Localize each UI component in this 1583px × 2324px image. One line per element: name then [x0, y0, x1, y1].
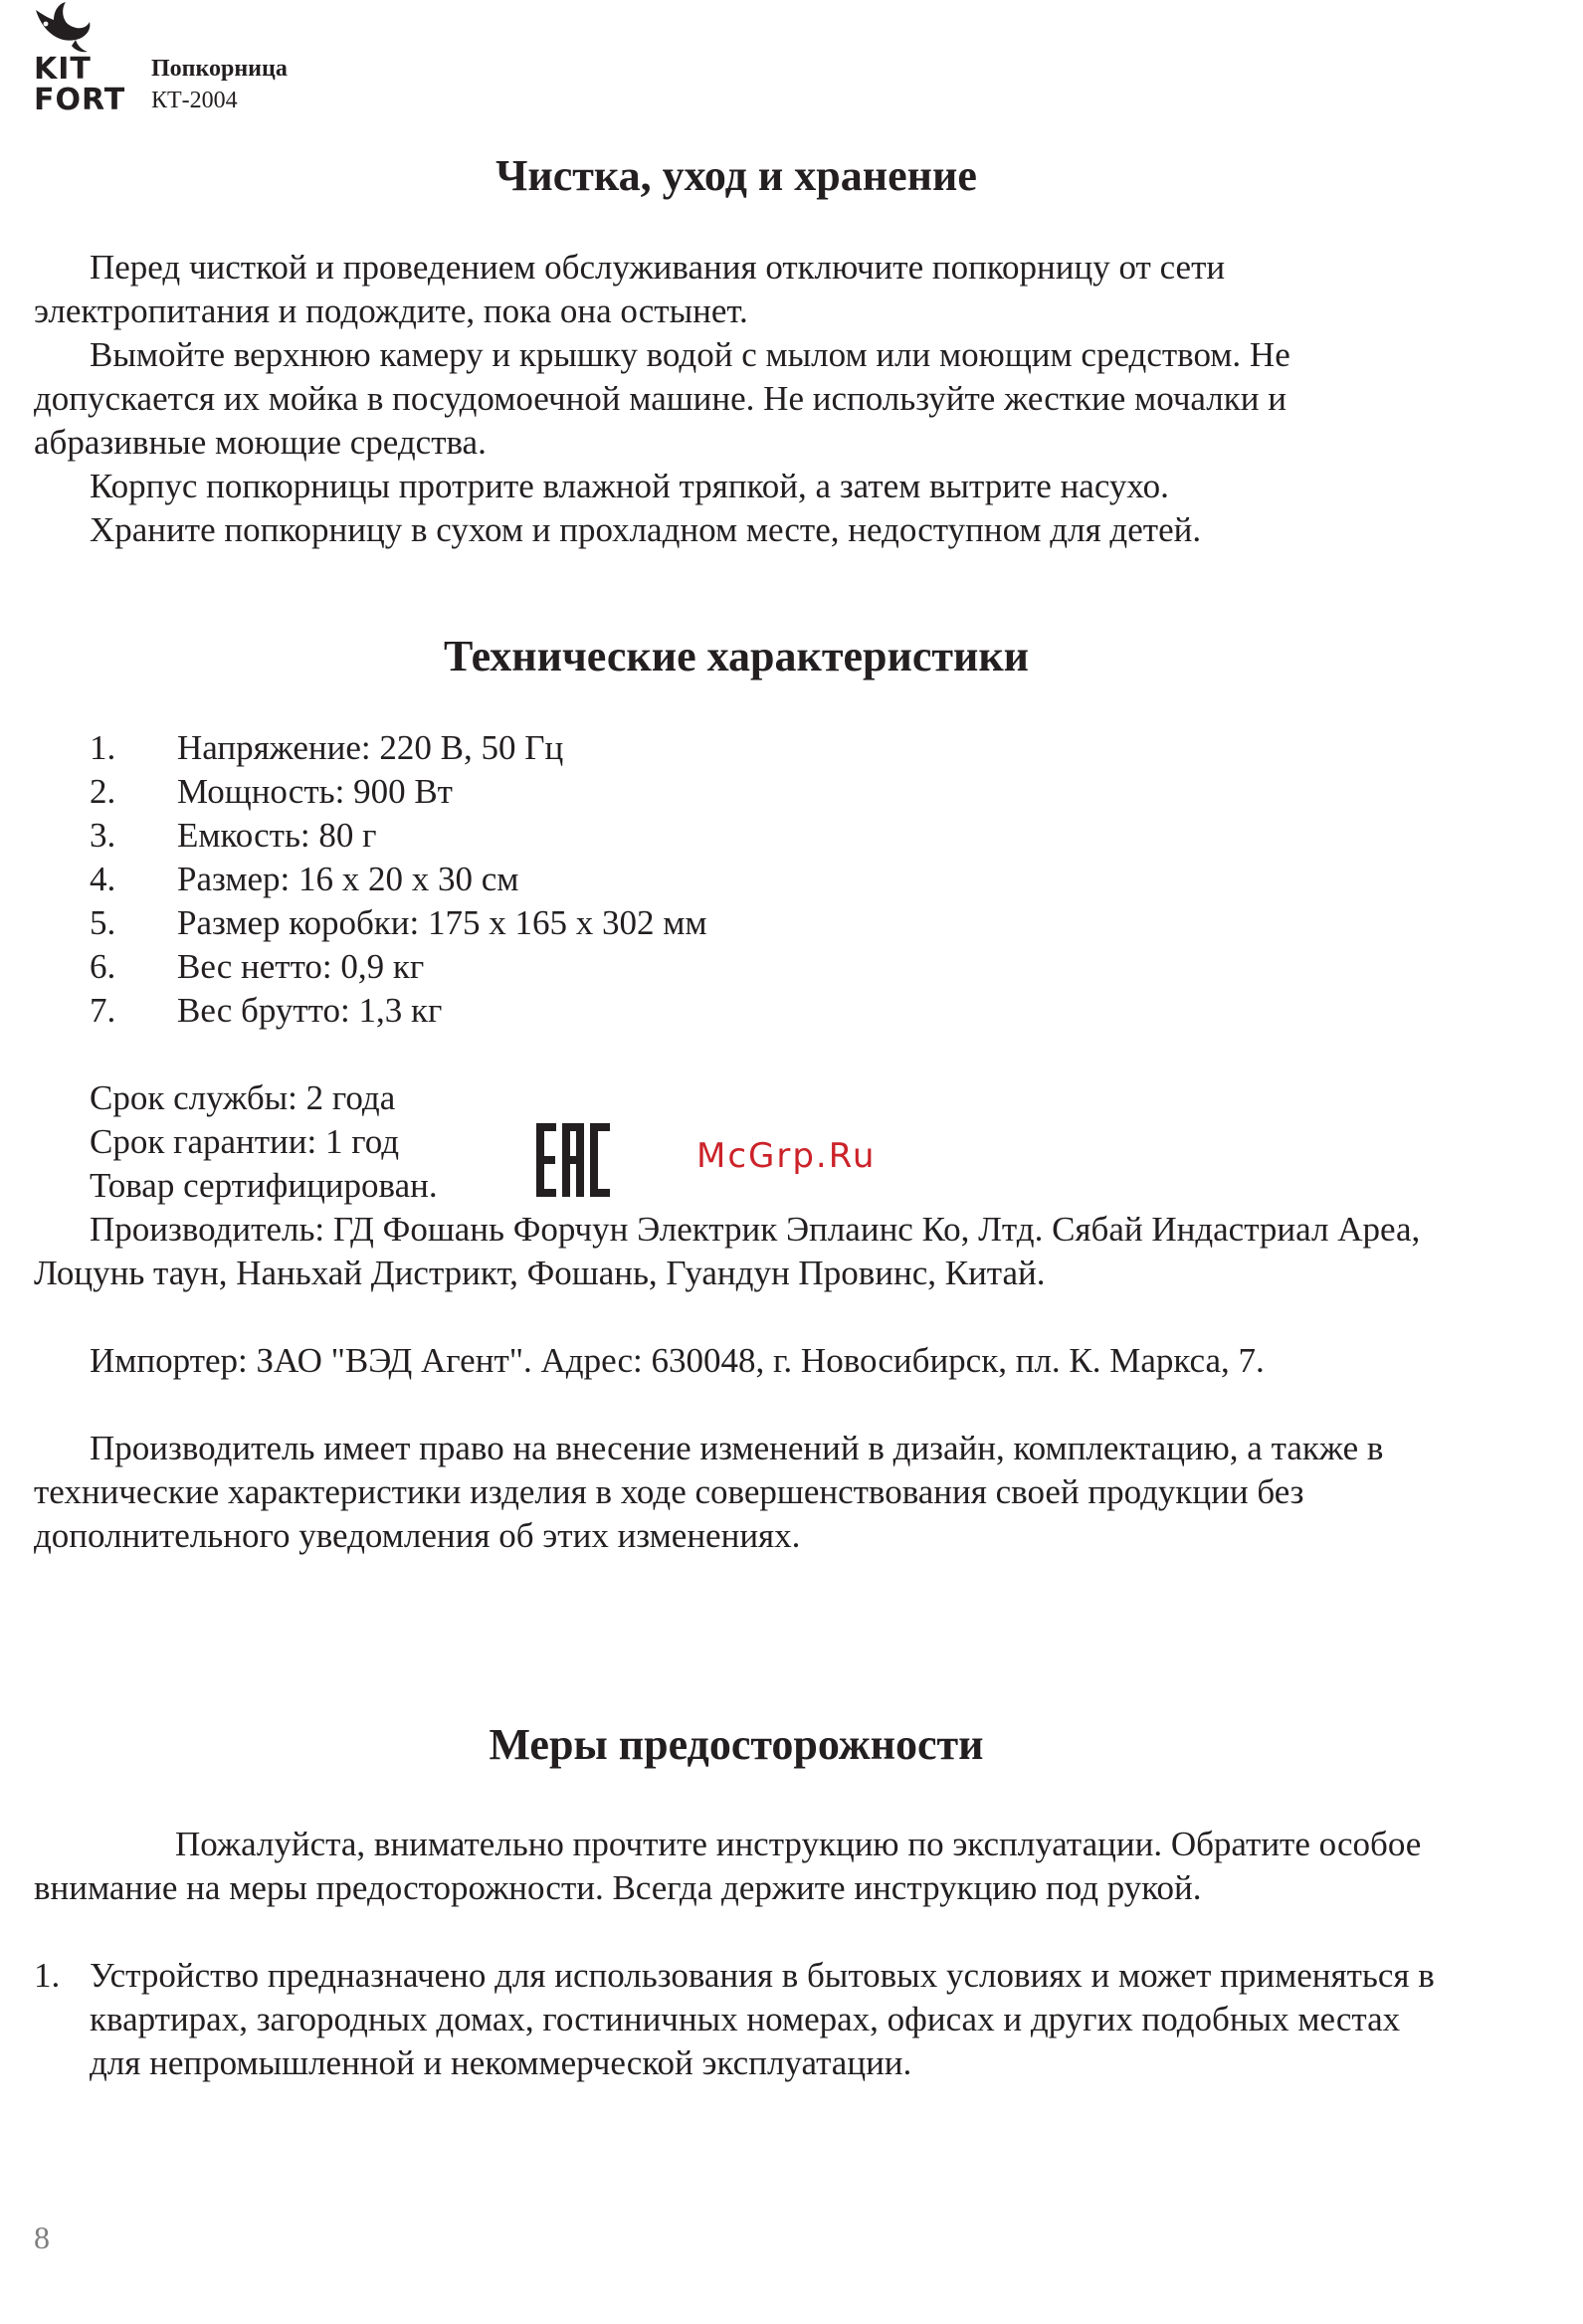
service-life: Срок службы: 2 года [90, 1078, 396, 1117]
importer-text: Импортер: ЗАО "ВЭД Агент". Адрес: 630048, г. Новосибирск, пл. К. Маркса, 7. [90, 1341, 1265, 1380]
spec-text: Размер: 16 х 20 х 30 см [177, 860, 519, 898]
header-model: КТ-2004 [151, 88, 238, 113]
certified-note: Товар сертифицирован. [90, 1166, 438, 1205]
spec-item [90, 858, 707, 901]
spec-item [90, 901, 707, 945]
eac-mark-icon [534, 1121, 612, 1199]
precaution-number: 1. [34, 1956, 61, 1995]
watermark-text: McGrp.Ru [696, 1136, 877, 1176]
whale-icon [32, 0, 94, 56]
manufacturer-block [34, 1208, 1447, 1295]
importer-block [34, 1339, 1447, 1383]
cleaning-paragraph: Корпус попкорницы протрите влажной тряпкой, а затем вытрите насухо. [90, 467, 1169, 505]
logo-text-fort: FORT [34, 83, 126, 117]
spec-number: 3. [90, 816, 116, 855]
warranty: Срок гарантии: 1 год [90, 1122, 400, 1161]
spec-item [90, 770, 707, 814]
spec-number: 1. [90, 728, 116, 767]
spec-text: Вес брутто: 1,3 кг [177, 991, 443, 1030]
page-number: 8 [34, 2220, 50, 2255]
spec-number: 5. [90, 903, 116, 942]
cleaning-heading: Чистка, уход и хранение [495, 151, 977, 200]
specs-heading: Технические характеристики [443, 632, 1030, 680]
specs-list [90, 726, 707, 1033]
spec-item [90, 726, 707, 770]
precautions-list [34, 1954, 1447, 2085]
spec-number: 2. [90, 772, 116, 811]
precautions-heading: Меры предосторожности [489, 1720, 984, 1769]
kitfort-logo [30, 0, 126, 117]
logo-text-kit: KIT [34, 52, 92, 87]
cleaning-paragraph: Перед чисткой и проведением обслуживания отключите попкорницу от сети электропитания и подождите, пока она остынет. [34, 248, 1226, 330]
cleaning-paragraph: Храните попкорницу в сухом и прохладном месте, недоступном для детей. [90, 510, 1202, 549]
spec-number: 6. [90, 947, 116, 986]
header-product-name: Попкорница [151, 56, 288, 82]
spec-number: 4. [90, 860, 116, 898]
precautions-intro-block [34, 1823, 1447, 1910]
manufacturer-text: Производитель: ГД Фошань Форчун Электрик Эплаинс Ко, Лтд. Сябай Индастриал Ареа, Лоцунь таун, Наньхай Дистрикт, Фошань, Гуандун Провинс, Китай. [34, 1210, 1421, 1292]
spec-text: Емкость: 80 г [177, 816, 377, 855]
disclaimer-text: Производитель имеет право на внесение изменений в дизайн, комплектацию, а также в технические характеристики изделия в ходе совершенствования своей продукции без дополнительного уведомления об этих изменениях. [34, 1429, 1384, 1555]
cleaning-paragraph: Вымойте верхнюю камеру и крышку водой с мылом или моющим средством. Не допускается их мойка в посудомоечной машине. Не используйте жесткие мочалки и абразивные моющие средства. [34, 335, 1290, 462]
spec-number: 7. [90, 991, 116, 1030]
spec-text: Напряжение: 220 В, 50 Гц [177, 728, 564, 767]
precaution-item [34, 1954, 1447, 2085]
disclaimer-block [34, 1427, 1447, 1558]
precautions-intro: Пожалуйста, внимательно прочтите инструкцию по эксплуатации. Обратите особое внимание на меры предосторожности. Всегда держите инструкцию под рукой. [34, 1825, 1422, 1907]
spec-item [90, 945, 707, 989]
precaution-text: Устройство предназначено для использования в бытовых условиях и может применяться в квартирах, загородных домах, гостиничных номерах, офисах и других подобных местах для непромышленной и некоммерческой эксплуатации. [90, 1956, 1435, 2082]
spec-text: Размер коробки: 175 х 165 х 302 мм [177, 903, 707, 942]
spec-text: Вес нетто: 0,9 кг [177, 947, 425, 986]
spec-text: Мощность: 900 Вт [177, 772, 453, 811]
spec-item [90, 814, 707, 858]
cleaning-text [34, 246, 1447, 552]
spec-item [90, 989, 707, 1033]
